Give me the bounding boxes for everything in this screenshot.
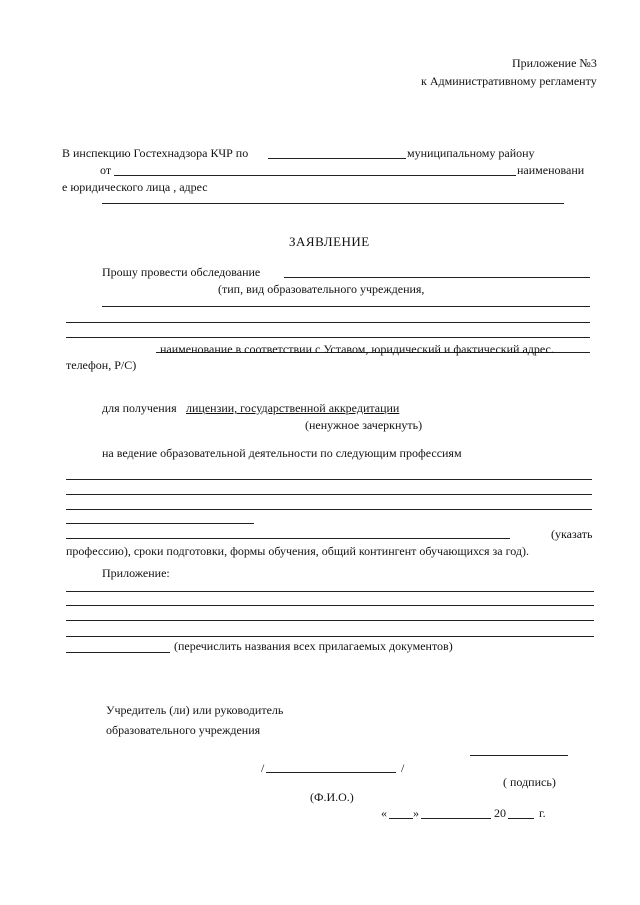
attachments-hint: (перечислить названия всех прилагаемых документов) [174, 639, 453, 653]
fio-close-slash: / [401, 761, 405, 775]
purpose-prefix: для получения [102, 401, 177, 415]
addressee-line2-suffix: наименовани [517, 163, 585, 177]
institution-field-line-1[interactable] [102, 306, 590, 307]
district-field-line[interactable] [268, 158, 406, 159]
attachments-label: Приложение: [102, 566, 170, 580]
addressee-line1-prefix: В инспекцию Гостехнадзора КЧР по [62, 146, 249, 160]
professions-field-line-1[interactable] [66, 479, 592, 480]
founder-line2: образовательного учреждения [106, 723, 261, 737]
purpose-hint: (ненужное зачеркнуть) [305, 418, 423, 432]
date-close-quote: » [413, 806, 419, 820]
institution-field-line-2[interactable] [66, 322, 590, 323]
fio-label: (Ф.И.О.) [310, 790, 354, 804]
professions-field-line-3[interactable] [66, 509, 592, 510]
professions-intro: на ведение образовательной деятельности по следующим профессиям [102, 446, 462, 460]
request-hint-type: (тип, вид образовательного учреждения, [218, 282, 425, 296]
addressee-line3: е юридического лица , адрес [62, 180, 208, 194]
signature-field-line[interactable] [470, 755, 568, 756]
organization-name-field-line[interactable] [114, 175, 516, 176]
professions-hint-end: (указать [551, 527, 593, 541]
professions-field-line-2[interactable] [66, 494, 592, 495]
date-year-field-line[interactable] [508, 818, 534, 819]
attachments-field-line-2[interactable] [66, 605, 594, 606]
attachments-field-line-3[interactable] [66, 620, 594, 621]
institution-type-field-line[interactable] [284, 277, 590, 278]
professions-field-line-4[interactable] [66, 523, 254, 524]
attachments-field-line-5[interactable] [66, 652, 170, 653]
fio-open-slash: / [261, 761, 265, 775]
institution-field-line-3[interactable] [66, 337, 590, 338]
date-month-field-line[interactable] [421, 818, 491, 819]
signature-label: ( подпись) [503, 775, 556, 789]
address-field-line[interactable] [102, 203, 564, 204]
addressee-line2-prefix: от [100, 163, 112, 177]
founder-line1: Учредитель (ли) или руководитель [106, 703, 284, 717]
attachments-field-line-1[interactable] [66, 591, 594, 592]
appendix-number: Приложение №3 [512, 56, 597, 70]
date-open-quote: « [381, 806, 387, 820]
request-hint-phone: телефон, Р/С) [66, 358, 137, 372]
appendix-reference: к Административному регламенту [421, 74, 597, 88]
date-year-suffix: г. [539, 806, 546, 820]
attachments-field-line-4[interactable] [66, 636, 594, 637]
request-prefix: Прошу провести обследование [102, 265, 261, 279]
addressee-line1-suffix: муниципальному району [407, 146, 535, 160]
request-hint-name: наименование в соответствии с Уставом, юридический и фактический адрес. [160, 342, 554, 356]
professions-hint-line2: профессию), сроки подготовки, формы обучения, общий контингент обучающихся за год). [66, 544, 529, 558]
fio-field-line[interactable] [266, 772, 396, 773]
purpose-options[interactable]: лицензии, государственной аккредитации [186, 401, 400, 415]
date-day-field-line[interactable] [389, 818, 413, 819]
date-year-prefix: 20 [494, 806, 506, 820]
document-title: ЗАЯВЛЕНИЕ [289, 234, 370, 249]
professions-field-line-5[interactable] [66, 538, 510, 539]
